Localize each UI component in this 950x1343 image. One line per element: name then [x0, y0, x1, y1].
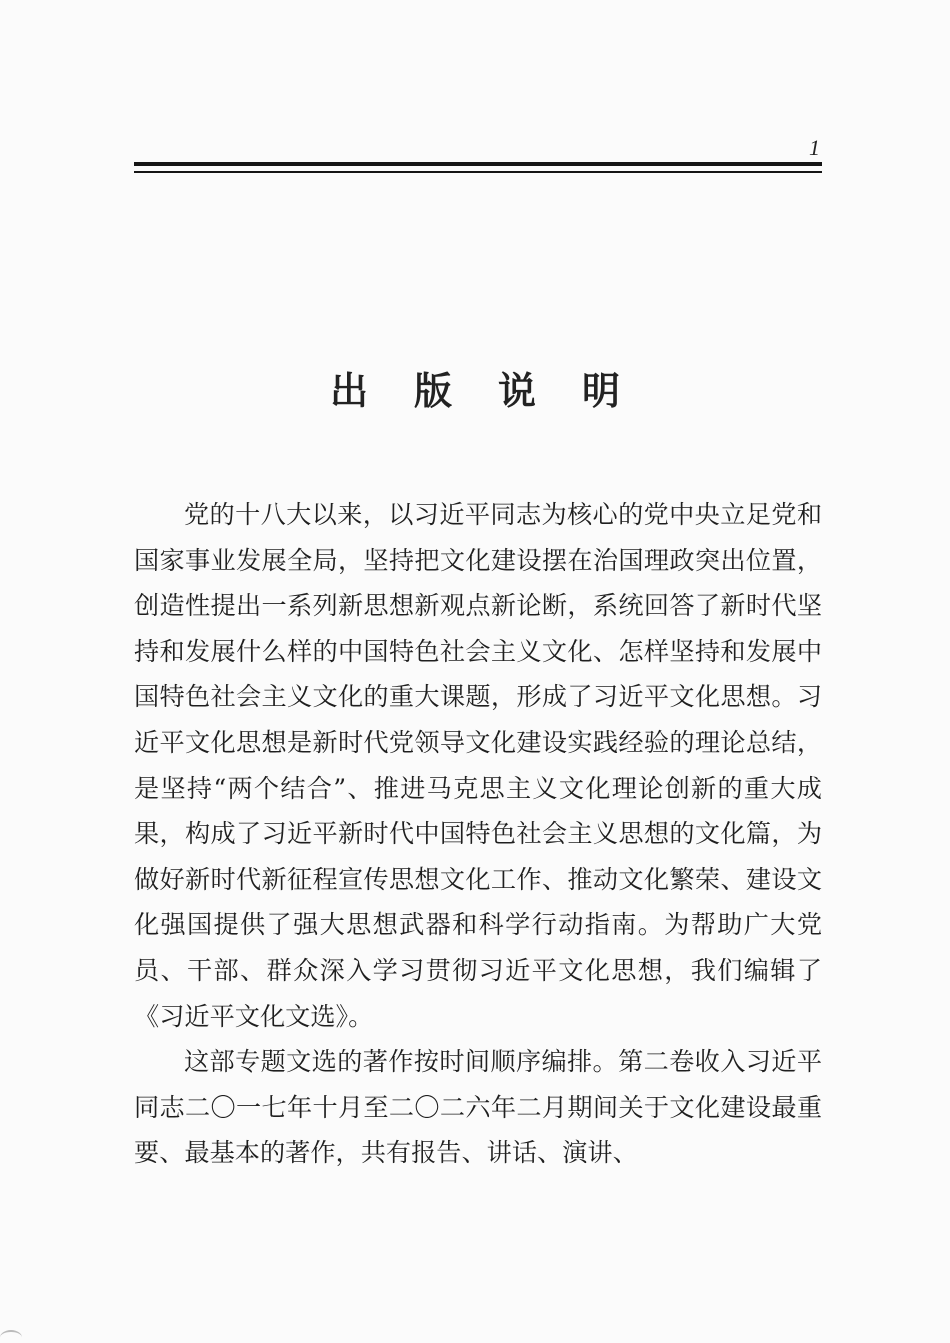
scan-corner-mark [0, 1330, 22, 1343]
page-number: 1 [809, 135, 820, 160]
page-title: 出版说明 [329, 368, 666, 414]
body-text [134, 492, 822, 1176]
header-rule-thin [134, 171, 822, 173]
paragraph: 党的十八大以来，以习近平同志为核心的党中央立足党和国家事业发展全局，坚持把文化建设摆在治国理政突出位置，创造性提出一系列新思想新观点新论断，系统回答了新时代坚持和发展什么样的中国特色社会主义文化、怎样坚持和发展中国特色社会主义文化的重大课题，形成了习近平文化思想。习近平文化思想是新时代党领导文化建设实践经验的理论总结，是坚持“两个结合”、推进马克思主义文化理论创新的重大成果，构成了习近平新时代中国特色社会主义思想的文化篇，为做好新时代新征程宣传思想文化工作、推动文化繁荣、建设文化强国提供了强大思想武器和科学行动指南。为帮助广大党员、干部、群众深入学习贯彻习近平文化思想，我们编辑了《习近平文化文选》。 [134, 500, 822, 1031]
header-rule-thick [134, 162, 822, 166]
paragraph: 这部专题文选的著作按时间顺序编排。第二卷收入习近平同志二〇一七年十月至二〇二六年二月期间关于文化建设最重要、最基本的著作，共有报告、讲话、演讲、 [134, 1047, 822, 1168]
